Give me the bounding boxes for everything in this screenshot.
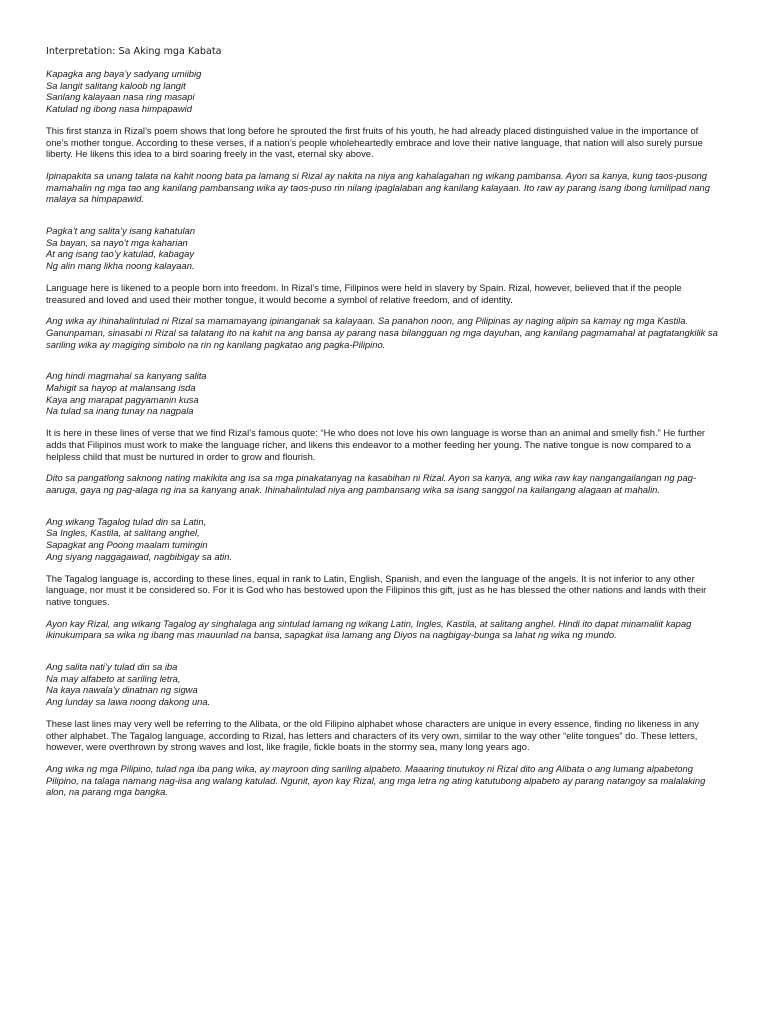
stanza-line: Ang siyang naggagawad, nagbibigay sa atin.: [46, 550, 233, 562]
filipino-interpretation: Dito sa pangatlong saknong nating makikita ang isa sa mga pinakatanyag na kasabihan ni Rizal. Ayon sa kanya, ang wika raw kay nangangailangan ng pag-aaruga, gaya ng pag-alaga ng ina sa kanyang anak. Ihinahalintulad niya ang pambansang wika sa isang sanggol na kailangang alagaan at mahalin.: [46, 472, 696, 495]
stanza-line: Sapagkat ang Poong maalam tumingin: [46, 539, 208, 551]
english-interpretation: These last lines may very well be referring to the Alibata, or the old Filipino alphabet whose characters are unique in every essence, finding no likeness in any other alphabet. The Tagalog language, according to Rizal, has letters and characters of its very own, similar to the way other “elite tongues” do. These letters, however, were overthrown by strong waves and lost, like fragile, fickle boats in the stormy sea, many long years ago.: [46, 717, 699, 753]
stanza-line: Ang lunday sa lawa noong dakong una.: [46, 696, 211, 708]
filipino-interpretation: Ipinapakita sa unang talata na kahit noong bata pa lamang si Rizal ay nakita na niya ang kahalagahan ng wikang pambansa. Ayon sa kanya, kung taos-pusong mamahalin ng mga tao ang kanilang pambansang wika ay taos-puso rin nilang ipaglalaban ang kanilang kalayaan. Ito raw ay parang isang ibong lumilipad nang malaya sa himpapawid.: [46, 169, 710, 205]
section-spacer: [46, 215, 722, 225]
section-spacer: [46, 506, 722, 516]
filipino-interpretation: Ang wika ng mga Pilipino, tulad nga iba pang wika, ay mayroon ding sariling alpabeto. Maaaring tinutukoy ni Rizal dito ang Alibata o ang lumang alpabetong Pilipino, na talaga namang nag-iisa ang walang katulad. Ngunit, ayon kay Rizal, ang mga letra ng ating katutubong alpabeto ay parang natangoy sa malalaking alon, na parang mga bangka.: [46, 762, 706, 798]
poem-stanza: [46, 68, 722, 115]
section-spacer: [46, 360, 722, 370]
stanza-line: Na may alfabeto at sariling letra,: [46, 672, 181, 684]
english-interpretation: Language here is likened to a people born into freedom. In Rizal’s time, Filipinos were held in slavery by Spain. Rizal, however, believed that if the people treasured and loved and used their mother tongue, it would become a symbol of relative freedom, and of identity.: [46, 281, 682, 305]
poem-stanza: [46, 661, 722, 708]
english-interpretation: This first stanza in Rizal’s poem shows that long before he sprouted the first fruits of his youth, he had already placed distinguished value in the importance of one’s mother tongue. According to these verses, if a nation’s people wholeheartedly embrace and love their native language, that nation will also surely pursue liberty. He likens this idea to a bird soaring freely in the vast, eternal sky above.: [46, 124, 703, 160]
english-interpretation: It is here in these lines of verse that we find Rizal’s famous quote: “He who does not love his own language is worse than an animal and smelly fish.” He further adds that Filipinos must work to make the language richer, and likens this endeavor to a mother feeding her young. The native tongue is now compared to a helpless child that must be nurtured in order to grow and flourish.: [46, 427, 706, 462]
poem-stanza: [46, 516, 722, 563]
stanza-line: Ng alin mang likha noong kalayaan.: [46, 260, 195, 272]
stanza-line: Na tulad sa inang tunay na nagpala: [46, 405, 194, 417]
stanza-line: Sanlang kalayaan nasa ring masapi: [46, 91, 195, 103]
stanza-line: Katulad ng ibong nasa himpapawid: [46, 103, 192, 115]
stanza-line: Ang hindi magmahal sa kanyang salita: [46, 370, 207, 382]
stanza-line: Sa bayan, sa nayo’t mga kaharian: [46, 236, 188, 248]
stanza-line: Ang wikang Tagalog tulad din sa Latin,: [46, 515, 207, 527]
stanza-line: Pagka’t ang salita’y isang kahatulan: [46, 225, 196, 237]
filipino-interpretation: Ayon kay Rizal, ang wikang Tagalog ay singhalaga ang sintulad lamang ng wikang Latin, Ingles, Kastila, at salitang anghel. Hindi ito dapat minamaliit kapag ikinukumpara sa wika ng ibang mas mauunlad na bansa, sapagkat iisa lamang ang Diyos na nagbigay-bunga sa lahat ng wika ng mundo.: [46, 617, 692, 641]
stanza-line: Sa Ingles, Kastila, at salitang anghel,: [46, 527, 200, 539]
stanza-line: Kaya ang marapat pagyamanin kusa: [46, 393, 199, 405]
stanza-line: At ang isang tao’y katulad, kabagay: [46, 248, 195, 260]
document-title: Interpretation: Sa Aking mga Kabata: [46, 46, 222, 57]
section-spacer: [46, 651, 722, 661]
poem-stanza: [46, 225, 722, 272]
document-body: [46, 68, 722, 798]
poem-stanza: [46, 370, 722, 417]
filipino-interpretation: Ang wika ay ihinahalintulad ni Rizal sa mamamayang ipinanganak sa kalayaan. Sa panahon noon, ang Pilipinas ay naging alipin sa kamay ng mga Kastila. Ganunpaman, sinasabi ni Rizal sa talatang ito na kahit na ang bansa ay parang nasa bilangguan ng mga dayuhan, ang kanilang pagmamahal at pagtatangkilik sa sariling wika ay magiging simbolo na rin ng kanilang pagkatao ang pagka-Pilipino.: [46, 315, 718, 350]
stanza-line: Sa langit salitang kaloob ng langit: [46, 79, 186, 91]
stanza-line: Kapagka ang baya’y sadyang umiibig: [46, 68, 202, 79]
stanza-line: Mahigit sa hayop at malansang isda: [46, 382, 196, 394]
stanza-line: Na kaya nawala’y dinatnan ng sigwa: [46, 684, 198, 696]
stanza-line: Ang salita nati’y tulad din sa iba: [46, 661, 178, 673]
english-interpretation: The Tagalog language is, according to these lines, equal in rank to Latin, English, Spanish, and even the language of the angels. It is not inferior to any other language, nor must it be considered so. For it is God who has bestowed upon the Filipinos this gift, just as he has blessed the other nations and lands with their native tongues.: [46, 572, 707, 607]
